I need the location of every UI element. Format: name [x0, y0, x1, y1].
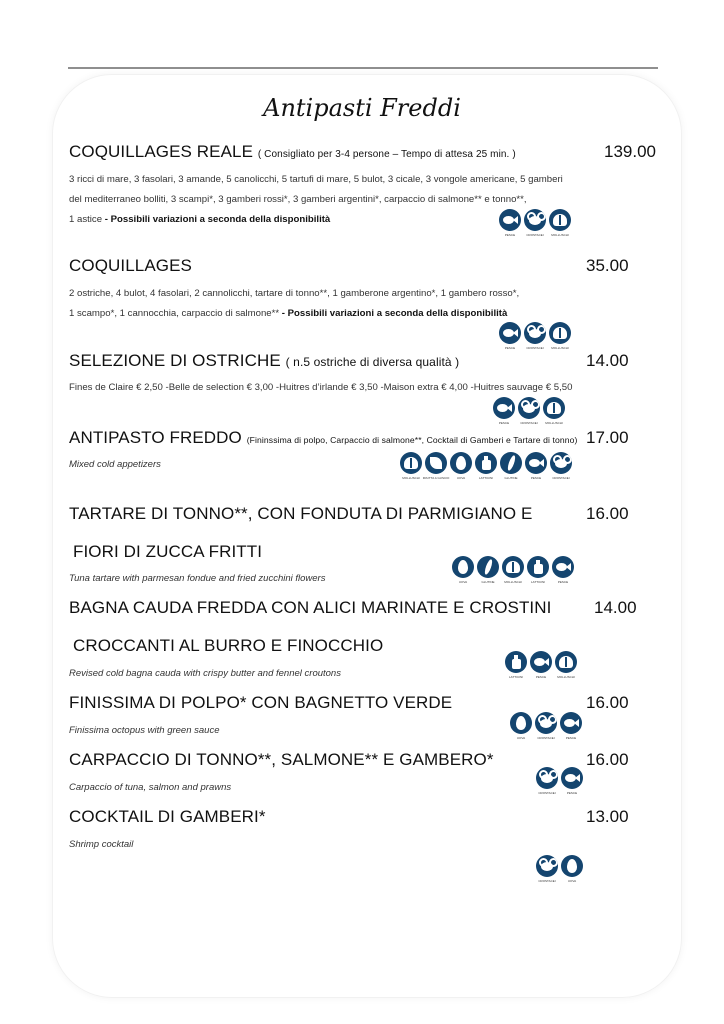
- crab-icon: CROSTACEI: [518, 397, 540, 427]
- item-price: 14.00: [586, 351, 629, 370]
- grain-icon: GLUTINE: [477, 556, 499, 586]
- crab-icon: CROSTACEI: [535, 712, 557, 742]
- item-name: COCKTAIL DI GAMBERI*: [69, 807, 266, 826]
- item-english: Tuna tartare with parmesan fondue and fried zucchini flowers: [69, 573, 326, 584]
- bottle-icon: LATTICINI: [527, 556, 549, 586]
- item-description: Fines de Claire € 2,50 -Belle de selection € 3,00 -Huitres d’irlande € 3,50 -Maison extra € 4,00 -Huitres sauvage € 5,50: [69, 382, 573, 393]
- shell-icon: MOLLUSCHI: [543, 397, 565, 427]
- item-price: 16.00: [586, 504, 629, 523]
- item-price: 17.00: [586, 428, 629, 447]
- allergen-icons: [452, 556, 574, 586]
- item-english: Shrimp cocktail: [69, 839, 134, 850]
- allergen-icons: [536, 855, 583, 885]
- page-title: Antipasti Freddi: [263, 94, 461, 122]
- fish-icon: PESCE: [530, 651, 552, 681]
- item-name: CARPACCIO DI TONNO**, SALMONE** E GAMBERO*: [69, 750, 494, 769]
- fish-icon: PESCE: [499, 209, 521, 239]
- allergen-icons: [536, 767, 583, 797]
- crab-icon: CROSTACEI: [524, 209, 546, 239]
- crab-icon: CROSTACEI: [524, 322, 546, 352]
- fish-icon: PESCE: [525, 452, 547, 482]
- fish-icon: PESCE: [561, 767, 583, 797]
- egg-icon: UOVA: [510, 712, 532, 742]
- item-name: ANTIPASTO FREDDO (Fininssima di polpo, Carpaccio di salmone**, Cocktail di Gamberi e Tartare di tonno): [69, 428, 578, 447]
- item-price: 16.00: [586, 693, 629, 712]
- shell-icon: MOLLUSCHI: [502, 556, 524, 586]
- allergen-icons: [400, 452, 572, 482]
- item-name: SELEZIONE DI OSTRICHE ( n.5 ostriche di diversa qualità ): [69, 351, 460, 370]
- item-name: TARTARE DI TONNO**, CON FONDUTA DI PARMIGIANO E: [69, 504, 533, 523]
- shell-icon: MOLLUSCHI: [555, 651, 577, 681]
- shell-icon: MOLLUSCHI: [549, 209, 571, 239]
- egg-icon: UOVA: [452, 556, 474, 586]
- item-price: 13.00: [586, 807, 629, 826]
- item-english: Mixed cold appetizers: [69, 459, 161, 470]
- item-price: 14.00: [594, 598, 637, 617]
- crab-icon: CROSTACEI: [550, 452, 572, 482]
- allergen-icons: [510, 712, 582, 742]
- item-english: Revised cold bagna cauda with crispy butter and fennel croutons: [69, 668, 341, 679]
- item-price: 139.00: [604, 142, 656, 161]
- item-english: Finissima octopus with green sauce: [69, 725, 220, 736]
- item-name-continued: CROCCANTI AL BURRO E FINOCCHIO: [73, 636, 384, 655]
- egg-icon: UOVA: [561, 855, 583, 885]
- item-name: COQUILLAGES REALE ( Consigliato per 3-4 persone – Tempo di attesa 25 min. ): [69, 142, 516, 161]
- item-price: 16.00: [586, 750, 629, 769]
- shell-icon: MOLLUSCHI: [549, 322, 571, 352]
- crab-icon: CROSTACEI: [536, 855, 558, 885]
- bottle-icon: LATTICINI: [475, 452, 497, 482]
- fish-icon: PESCE: [552, 556, 574, 586]
- item-name-continued: FIORI DI ZUCCA FRITTI: [73, 542, 263, 561]
- crab-icon: CROSTACEI: [536, 767, 558, 797]
- top-divider: [68, 67, 658, 69]
- item-description: 3 ricci di mare, 3 fasolari, 3 amande, 5 canolicchi, 5 tartufi di mare, 5 bulot, 3 cicale, 3 vongole americane, 5 gamberi del mediterraneo bolliti, 3 scampi*, 3 gamberi rossi*, 3 gamberi argentini*, carpaccio di salmone** e tonno**, 1 astice - Possibili variazioni a seconda della disponibilità: [69, 174, 563, 225]
- bottle-icon: LATTICINI: [505, 651, 527, 681]
- fish-icon: PESCE: [560, 712, 582, 742]
- item-name: COQUILLAGES: [69, 256, 192, 275]
- fish-icon: PESCE: [493, 397, 515, 427]
- allergen-icons: [499, 322, 571, 352]
- fish-icon: PESCE: [499, 322, 521, 352]
- egg-icon: UOVA: [450, 452, 472, 482]
- allergen-icons: [499, 209, 571, 239]
- item-name: BAGNA CAUDA FREDDA CON ALICI MARINATE E CROSTINI: [69, 598, 552, 617]
- grain-icon: GLUTINE: [500, 452, 522, 482]
- allergen-icons: [505, 651, 577, 681]
- item-english: Carpaccio of tuna, salmon and prawns: [69, 782, 232, 793]
- item-name: FINISSIMA DI POLPO* CON BAGNETTO VERDE: [69, 693, 453, 712]
- allergen-icons: [493, 397, 565, 427]
- item-description: 2 ostriche, 4 bulot, 4 fasolari, 2 cannolicchi, tartare di tonno**, 1 gamberone argentino*, 1 gambero rosso*, 1 scampo*, 1 cannocchia, carpaccio di salmone** - Possibili variazioni a seconda della disponibilità: [69, 288, 520, 319]
- item-price: 35.00: [586, 256, 629, 275]
- leaf-icon: FRUTTA A GUSCIO: [425, 452, 447, 482]
- shell-icon: MOLLUSCHI: [400, 452, 422, 482]
